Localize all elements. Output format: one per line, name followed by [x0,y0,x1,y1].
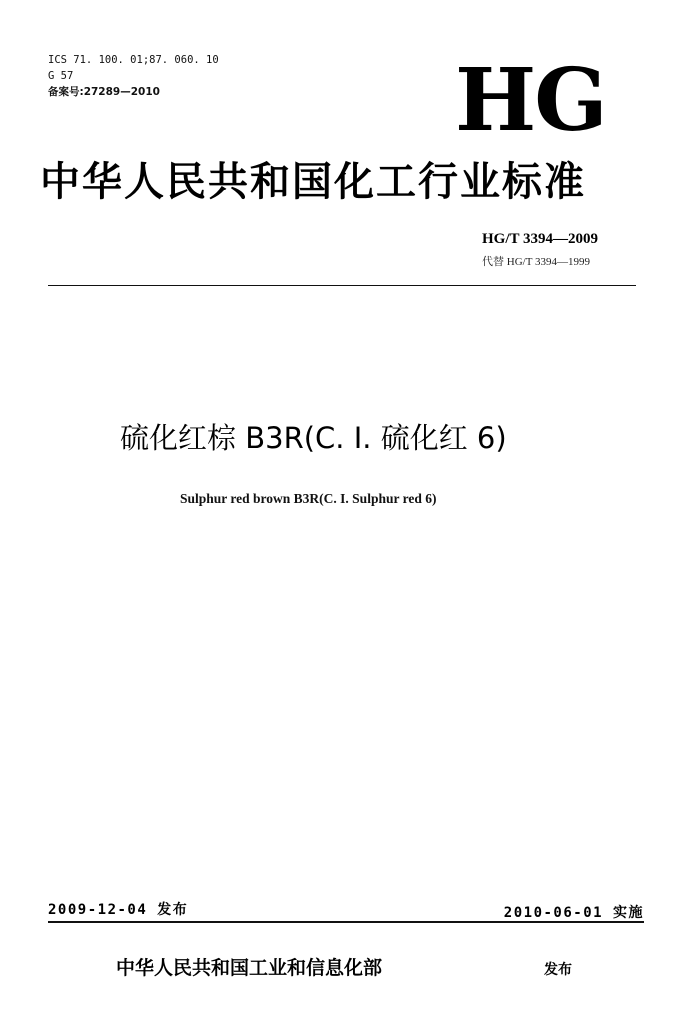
hg-standard-mark: HG [455,50,606,151]
ics-code: ICS 71. 100. 01;87. 060. 10 [48,54,219,66]
publisher-name: 中华人民共和国工业和信息化部 [116,957,383,979]
english-title: Sulphur red brown B3R(C. I. Sulphur red 6) [180,491,437,506]
standard-category-title: 中华人民共和国化工行业标准 [40,158,586,205]
filing-number: 备案号:27289—2010 [48,86,160,98]
ccs-code: G 57 [48,70,74,82]
replaces-standard: 代替 HG/T 3394—1999 [482,256,590,268]
footer-divider [48,921,644,923]
chinese-title: 硫化红棕 B3R(C. I. 硫化红 6) [120,421,507,455]
issue-date: 2009-12-04 发布 [48,902,189,918]
publisher-action: 发布 [544,962,572,978]
standard-number: HG/T 3394—2009 [482,231,598,247]
header-divider [48,285,636,286]
classification-block [48,52,219,100]
implementation-date: 2010-06-01 实施 [503,905,644,921]
